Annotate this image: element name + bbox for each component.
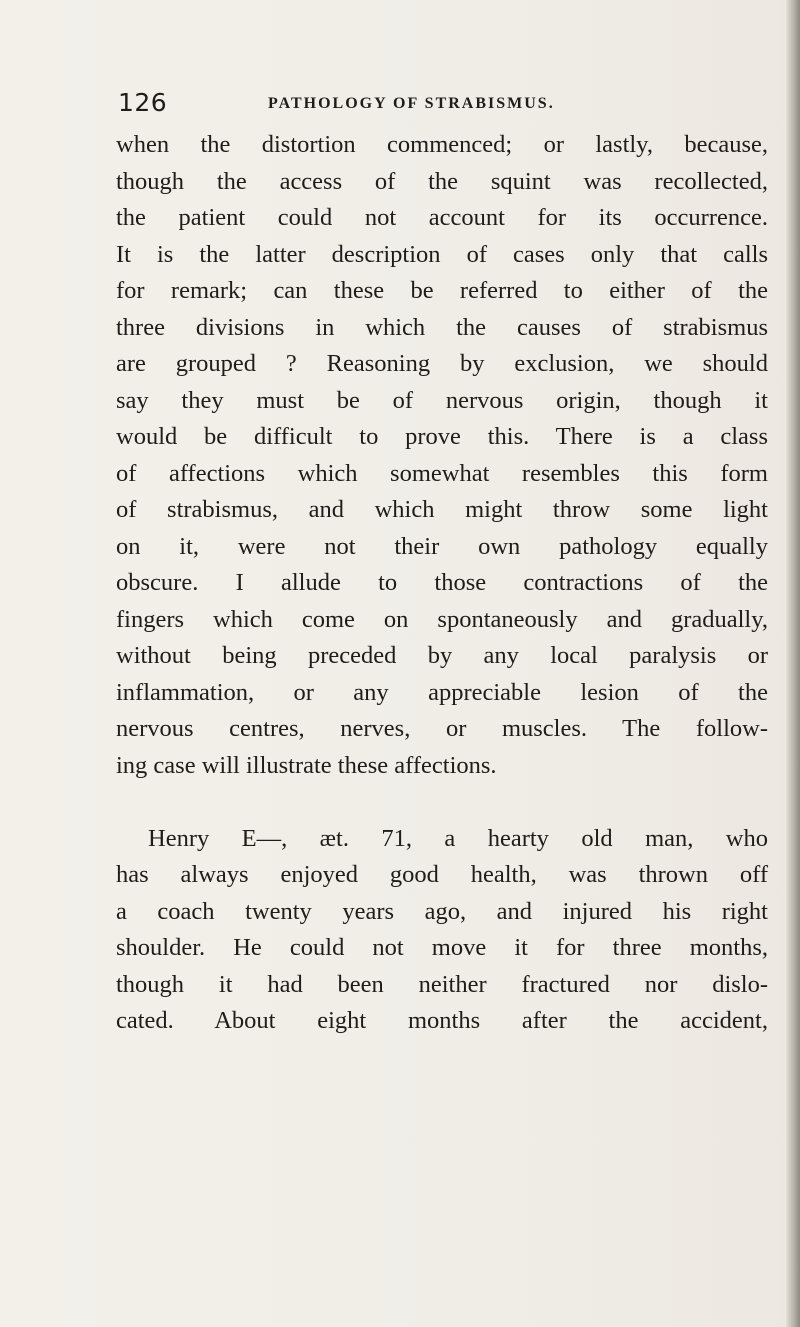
page-edge-shadow [786, 0, 800, 1327]
text-line: of affections which somewhat resembles this form [116, 459, 768, 487]
paragraph-1 [116, 127, 768, 784]
text-line: would be difficult to prove this. There is a class [116, 423, 768, 450]
body-text [116, 127, 768, 1040]
text-line: the patient could not account for its occurrence. [116, 204, 768, 231]
text-line: though it had been neither fractured nor dislo- [116, 970, 768, 998]
text-line: a coach twenty years ago, and injured his right [116, 897, 768, 925]
text-line: Henry E—, æt. 71, a hearty old man, who [148, 824, 768, 852]
text-line: cated. About eight months after the accident, [116, 1007, 768, 1034]
text-line: inflammation, or any appreciable lesion of the [116, 678, 768, 706]
text-line: of strabismus, and which might throw some light [116, 496, 768, 523]
page-header [118, 88, 768, 118]
text-line: on it, were not their own pathology equally [116, 532, 768, 560]
text-line: three divisions in which the causes of strabismus [116, 313, 768, 341]
text-line: obscure. I allude to those contractions of the [116, 569, 768, 596]
text-line: when the distortion commenced; or lastly, because, [116, 131, 768, 158]
text-line: shoulder. He could not move it for three months, [116, 934, 768, 961]
text-line: say they must be of nervous origin, though it [116, 386, 768, 414]
text-line: It is the latter description of cases only that calls [116, 240, 768, 268]
text-line: fingers which come on spontaneously and gradually, [116, 605, 768, 633]
text-line: though the access of the squint was recollected, [116, 167, 768, 195]
text-line: has always enjoyed good health, was thrown off [116, 861, 768, 888]
running-title: PATHOLOGY OF STRABISMUS. [268, 95, 555, 112]
text-line: nervous centres, nerves, or muscles. The follow- [116, 715, 768, 742]
text-line: without being preceded by any local paralysis or [116, 642, 768, 669]
text-line: are grouped ? Reasoning by exclusion, we should [116, 350, 768, 377]
page-number: 126 [118, 88, 168, 117]
paragraph-gap [116, 784, 768, 821]
text-line: for remark; can these be referred to either of the [116, 277, 768, 304]
paragraph-2 [116, 821, 768, 1040]
text-line: ing case will illustrate these affections. [116, 751, 497, 779]
